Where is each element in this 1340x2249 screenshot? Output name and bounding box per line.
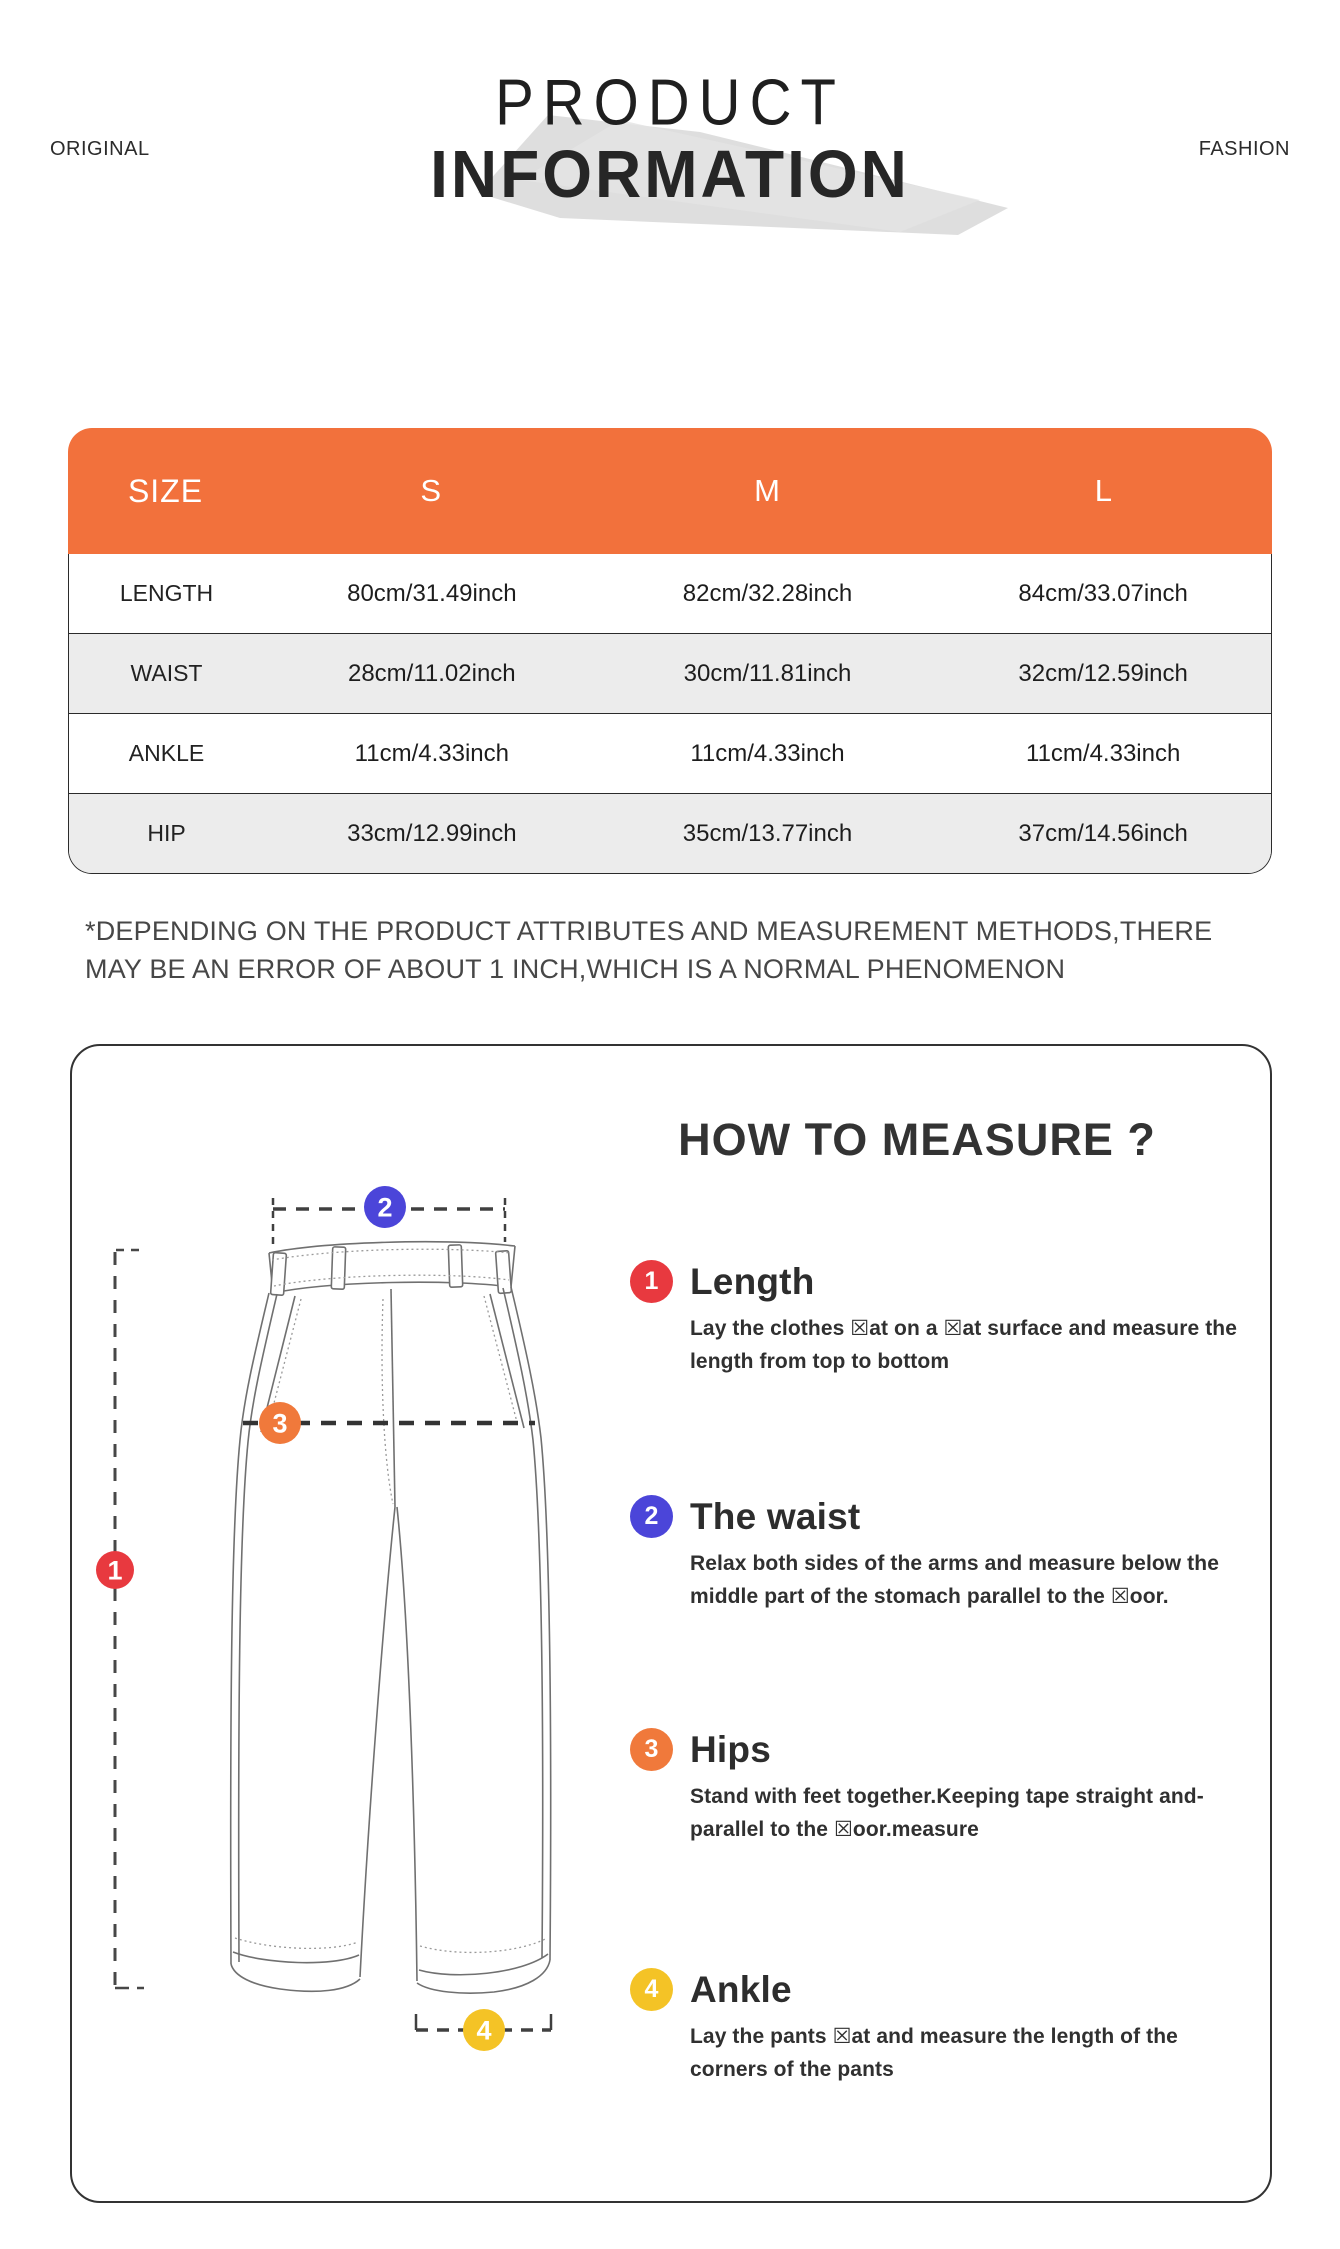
how-to-measure-heading: HOW TO MEASURE ? <box>678 1114 1156 1165</box>
measure-item-length <box>630 1260 1238 1378</box>
cell-value: 28cm/11.02inch <box>347 659 516 687</box>
measure-item-hips <box>630 1728 1230 1846</box>
cell-value: 82cm/32.28inch <box>682 579 853 607</box>
svg-text:1: 1 <box>107 1555 123 1586</box>
measurement-lines <box>115 1198 551 2030</box>
badge-3: 3 <box>630 1728 673 1771</box>
size-column-l: L <box>1094 473 1113 508</box>
page-title-line1: PRODUCT <box>495 66 845 139</box>
svg-text:4: 4 <box>476 2015 492 2046</box>
fashion-tag: FASHION <box>1198 138 1290 160</box>
measure-item-waist <box>630 1495 1230 1613</box>
table-row-waist <box>69 633 1271 713</box>
svg-text:3: 3 <box>272 1408 288 1439</box>
row-label: HIP <box>147 820 186 846</box>
badge-4: 4 <box>630 1968 673 2011</box>
pants-stitching <box>235 1249 547 1952</box>
cell-value: 11cm/4.33inch <box>1026 739 1181 767</box>
size-column-m: M <box>754 473 781 508</box>
measure-item-title: Ankle <box>690 1968 792 2010</box>
svg-text:2: 2 <box>377 1192 393 1223</box>
badge-1: 1 <box>630 1260 673 1303</box>
measure-item-description: Lay the clothes ☒at on a ☒at surface and measure the length from top to bottom <box>690 1317 1238 1373</box>
measure-item-ankle <box>630 1968 1230 2086</box>
measure-item-title: Length <box>690 1260 815 1302</box>
row-label: LENGTH <box>119 580 214 606</box>
how-to-measure-card <box>70 1044 1272 2203</box>
table-row-ankle <box>69 713 1271 793</box>
size-table-header <box>68 428 1272 554</box>
pants-measurement-diagram <box>72 1046 632 2206</box>
cell-value: 11cm/4.33inch <box>354 739 509 767</box>
page-title <box>0 60 1340 212</box>
table-row-hip <box>69 793 1271 873</box>
measure-item-title: Hips <box>690 1728 771 1770</box>
size-column-s: S <box>420 473 442 508</box>
measure-item-description: Relax both sides of the arms and measure below the middle part of the stomach parallel to the ☒oor. <box>690 1552 1219 1608</box>
cell-value: 30cm/11.81inch <box>683 659 852 687</box>
cell-value: 35cm/13.77inch <box>682 819 853 847</box>
cell-value: 11cm/4.33inch <box>690 739 845 767</box>
cell-value: 84cm/33.07inch <box>1018 579 1188 607</box>
cell-value: 80cm/31.49inch <box>347 579 517 607</box>
pants-outline <box>231 1242 551 1993</box>
page-title-line2: INFORMATION <box>430 136 910 212</box>
size-table <box>68 428 1272 874</box>
badge-2: 2 <box>630 1495 673 1538</box>
measurement-disclaimer: *DEPENDING ON THE PRODUCT ATTRIBUTES AND MEASUREMENT METHODS,THERE MAY BE AN ERROR OF ABOUT 1 INCH,WHICH IS A NORMAL PHENOMENON <box>85 916 1213 985</box>
row-label: ANKLE <box>128 740 205 766</box>
measure-item-description: Lay the pants ☒at and measure the length of the corners of the pants <box>690 2025 1178 2081</box>
diagram-markers <box>96 1186 505 2051</box>
measure-item-description: Stand with feet together.Keeping tape straight and-parallel to the ☒oor.measure <box>690 1785 1204 1841</box>
size-header-label: SIZE <box>127 472 204 509</box>
size-table-body <box>68 554 1272 874</box>
cell-value: 32cm/12.59inch <box>1018 659 1188 687</box>
row-label: WAIST <box>130 660 203 686</box>
measure-item-title: The waist <box>690 1495 861 1537</box>
cell-value: 37cm/14.56inch <box>1018 819 1188 847</box>
table-row-length <box>69 554 1271 633</box>
cell-value: 33cm/12.99inch <box>347 819 517 847</box>
original-tag: ORIGINAL <box>50 138 150 160</box>
